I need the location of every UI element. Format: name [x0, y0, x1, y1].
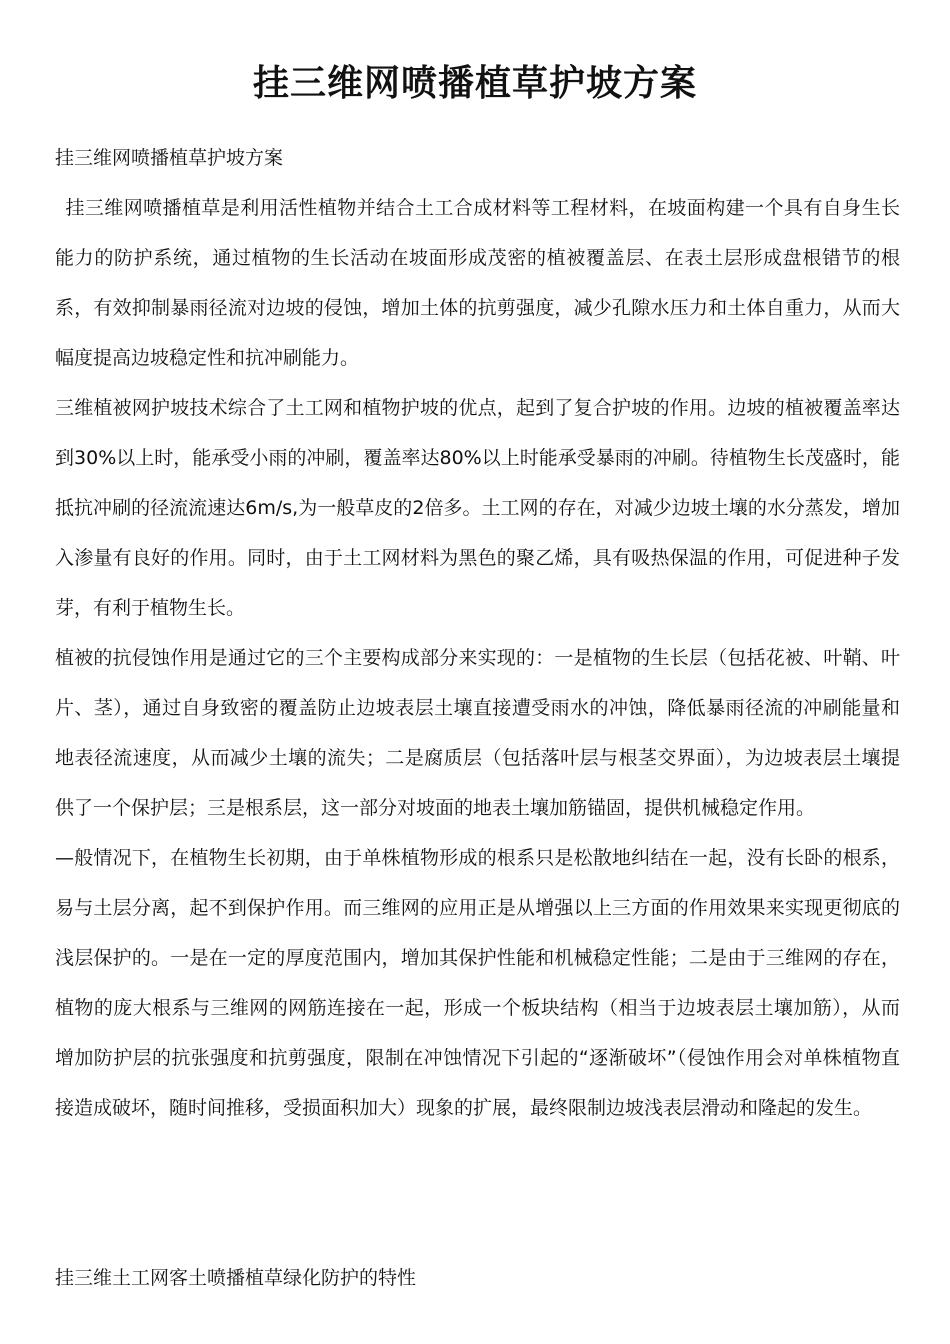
- paragraph-1: 挂三维网喷播植草是利用活性植物并结合土工合成材料等工程材料，在坡面构建一个具有自身生长能力的防护系统，通过植物的生长活动在坡面形成茂密的植被覆盖层、在表土层形成盘根错节的根系，有效抑制暴雨径流对边坡的侵蚀，增加土体的抗剪强度，减少孔隙水压力和土体自重力，从而大幅度提高边坡稳定性和抗冲刷能力。: [55, 197, 900, 369]
- section-heading: 挂三维土工网客土喷播植草绿化防护的特性: [55, 1267, 417, 1289]
- document-subtitle: 挂三维网喷播植草护坡方案: [55, 147, 284, 169]
- paragraph-2: 三维植被网护坡技术综合了土工网和植物护坡的优点，起到了复合护坡的作用。边坡的植被覆盖率达到30%以上时，能承受小雨的冲刷，覆盖率达80%以上时能承受暴雨的冲刷。待植物生长茂盛时，能抵抗冲刷的径流流速达6m/s,为一般草皮的2倍多。土工网的存在，对减少边坡土壤的水分蒸发，增加入渗量有良好的作用。同时，由于土工网材料为黑色的聚乙烯，具有吸热保温的作用，可促进种子发芽，有利于植物生长。: [55, 397, 900, 619]
- paragraph-4: —般情况下，在植物生长初期，由于单株植物形成的根系只是松散地纠结在一起，没有长卧的根系，易与土层分离，起不到保护作用。而三维网的应用正是从增强以上三方面的作用效果来实现更彻底的浅层保护的。一是在一定的厚度范围内，增加其保护性能和机械稳定性能；二是由于三维网的存在，植物的庞大根系与三维网的网筋连接在一起，形成一个板块结构（相当于边坡表层土壤加筋），从而增加防护层的抗张强度和抗剪强度，限制在冲蚀情况下引起的“逐渐破坏”（侵蚀作用会对单株植物直接造成破坏，随时间推移，受损面积加大）现象的扩展，最终限制边坡浅表层滑动和隆起的发生。: [55, 847, 900, 1119]
- paragraph-3: 植被的抗侵蚀作用是通过它的三个主要构成部分来实现的：一是植物的生长层（包括花被、叶鞘、叶片、茎），通过自身致密的覆盖防止边坡表层土壤直接遭受雨水的冲蚀，降低暴雨径流的冲刷能量和地表径流速度，从而减少土壤的流失；二是腐质层（包括落叶层与根茎交界面），为边坡表层土壤提供了一个保护层；三是根系层，这一部分对坡面的地表土壤加筋锚固，提供机械稳定作用。: [55, 647, 900, 819]
- document-title: 挂三维网喷播植草护坡方案: [252, 63, 697, 105]
- document-body: [55, 143, 900, 1133]
